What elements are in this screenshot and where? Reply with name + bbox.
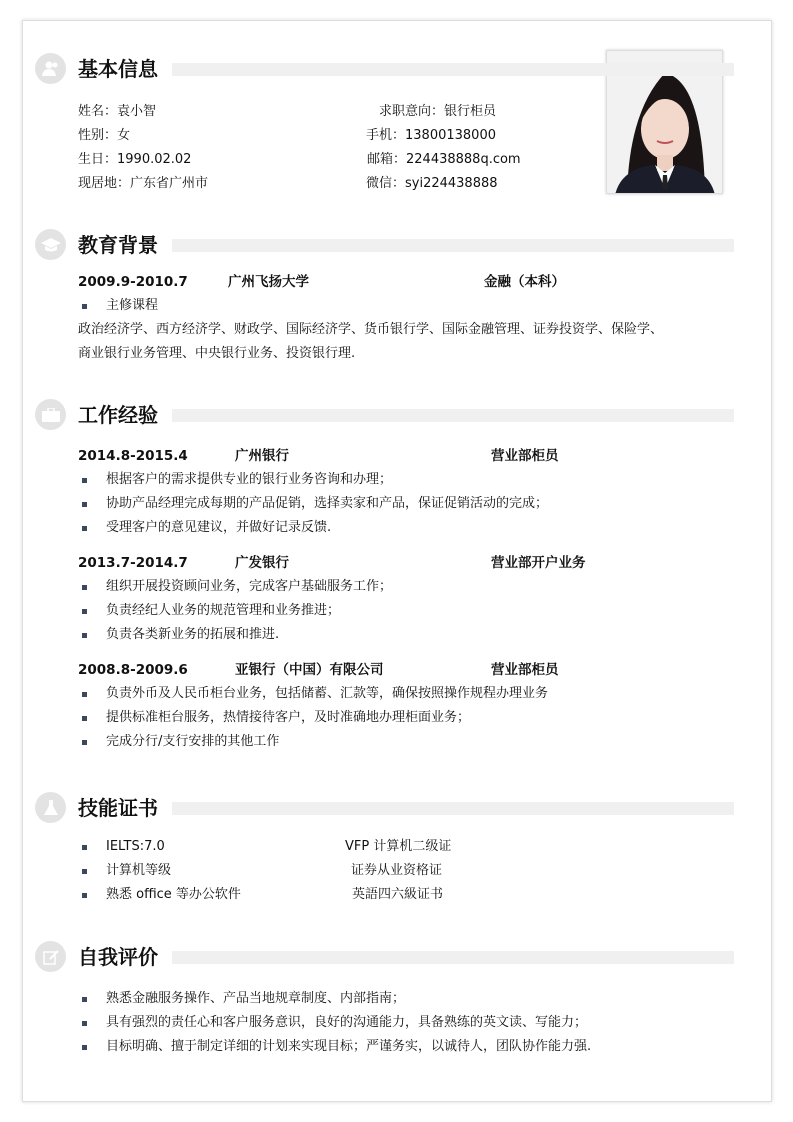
edu-period: 2009.9-2010.7 (78, 274, 188, 290)
list-item: 根据客户的需求提供专业的银行业务咨询和办理； (78, 468, 718, 492)
list-item: 负责经纪人业务的规范管理和业务推进； (78, 599, 718, 623)
job-period: 2013.7-2014.7 (78, 555, 188, 571)
list-item: 提供标准柜台服务，热情接待客户，及时准确地办理柜面业务； (78, 706, 718, 730)
section-self-evaluation (0, 941, 793, 1059)
list-item: 熟悉 office 等办公软件 英語四六級证书 (78, 883, 718, 907)
edu-school: 广州飞扬大学 (228, 274, 309, 290)
wechat: 微信：syi224438888 (366, 176, 498, 191)
flask-icon (35, 792, 66, 823)
section-divider (172, 239, 734, 252)
job-role: 营业部柜员 (491, 448, 559, 464)
list-item: 计算机等级 证券从业资格证 (78, 859, 718, 883)
residence: 现居地：广东省广州市 (78, 176, 209, 191)
list-item: 负责各类新业务的拓展和推进. (78, 623, 718, 647)
section-education (0, 229, 793, 366)
name: 姓名：袁小智 (78, 104, 157, 119)
edu-major: 金融（本科） (484, 274, 565, 290)
section-title: 工作经验 (78, 400, 166, 430)
courses-line: 商业银行业务管理、中央银行业务、投资银行理. (78, 346, 356, 361)
section-basic-info (0, 53, 793, 196)
gender: 性别：女 (78, 128, 131, 143)
job-target: 求职意向：银行柜员 (379, 104, 497, 119)
job-company: 广发银行 (235, 555, 289, 571)
section-divider (172, 802, 734, 815)
list-item: 完成分行/支行安排的其他工作 (78, 730, 718, 754)
section-title: 教育背景 (78, 230, 166, 260)
job-company: 亚银行（中国）有限公司 (235, 662, 384, 678)
birthday: 生日：1990.02.02 (78, 152, 192, 167)
job-period: 2008.8-2009.6 (78, 662, 188, 678)
section-skills (0, 792, 793, 907)
user-group-icon (35, 53, 66, 84)
list-item: 具有强烈的责任心和客户服务意识，良好的沟通能力，具备熟练的英文读、写能力； (78, 1011, 718, 1035)
phone: 手机：13800138000 (366, 128, 496, 143)
job-entry (78, 658, 718, 754)
job-role: 营业部开户业务 (491, 555, 586, 571)
section-title: 技能证书 (78, 793, 166, 823)
list-item: 熟悉金融服务操作、产品当地规章制度、内部指南； (78, 987, 718, 1011)
email: 邮箱：224438888q.com (367, 152, 521, 167)
section-divider (172, 409, 734, 422)
job-role: 营业部柜员 (491, 662, 559, 678)
briefcase-icon (35, 399, 66, 430)
job-period: 2014.8-2015.4 (78, 448, 188, 464)
section-title: 基本信息 (78, 54, 166, 84)
list-item: 主修课程 (78, 294, 718, 318)
courses-line: 政治经济学、西方经济学、财政学、国际经济学、货币银行学、国际金融管理、证券投资学、保险学、 (78, 322, 664, 337)
job-entry (78, 551, 718, 647)
section-divider (172, 63, 734, 76)
section-divider (172, 951, 734, 964)
section-work (0, 399, 793, 754)
list-item: 目标明确、擅于制定详细的计划来实现目标；严谨务实，以诚待人，团队协作能力强. (78, 1035, 718, 1059)
job-company: 广州银行 (235, 448, 289, 464)
section-title: 自我评价 (78, 942, 166, 972)
list-item: 协助产品经理完成每期的产品促销，选择卖家和产品，保证促销活动的完成； (78, 492, 718, 516)
list-item: 组织开展投资顾问业务，完成客户基础服务工作； (78, 575, 718, 599)
edit-icon (35, 941, 66, 972)
list-item: 受理客户的意见建议，并做好记录反馈. (78, 516, 718, 540)
job-entry (78, 444, 718, 540)
graduation-cap-icon (35, 229, 66, 260)
list-item: 负责外币及人民币柜台业务，包括储蓄、汇款等，确保按照操作规程办理业务 (78, 682, 718, 706)
list-item: IELTS:7.0 VFP 计算机二级证 (78, 835, 718, 859)
